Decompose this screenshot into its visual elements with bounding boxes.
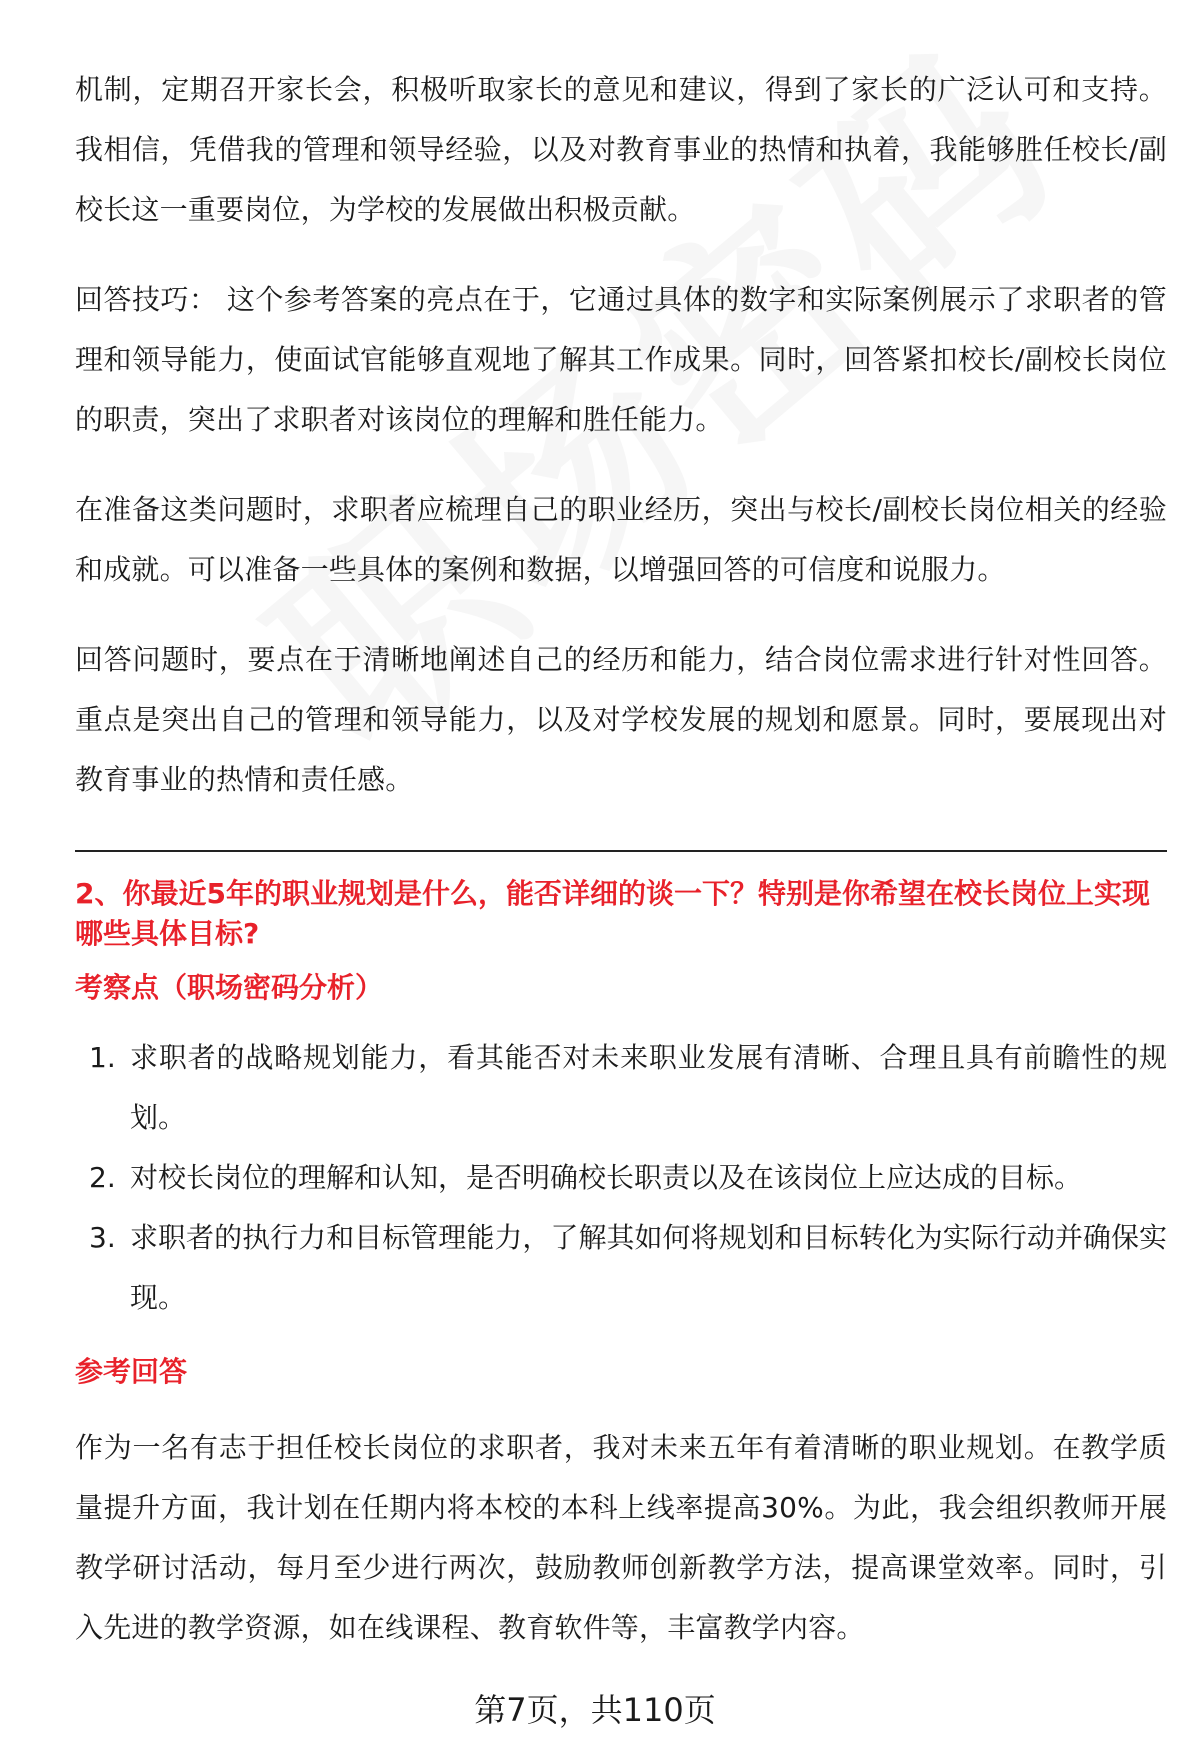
list-item-number: 3.: [89, 1221, 116, 1254]
reference-answer-heading: 参考回答: [75, 1355, 188, 1388]
list-item-number: 1.: [89, 1041, 116, 1074]
paragraph-preparation: 在准备这类问题时，求职者应梳理自己的职业经历，突出与校长/副校长岗位相关的经验和成就。可以准备一些具体的案例和数据，以增强回答的可信度和说服力。: [75, 493, 1167, 586]
reference-answer-text: 作为一名有志于担任校长岗位的求职者，我对未来五年有着清晰的职业规划。在教学质量提升方面，我计划在任期内将本校的本科上线率提高30%。为此，我会组织教师开展教学研讨活动，每月至少进行两次，鼓励教师创新教学方法，提高课堂效率。同时，引入先进的教学资源，如在线课程、教育软件等，丰富教学内容。: [75, 1431, 1167, 1644]
paragraph-answer-tips: 回答技巧： 这个参考答案的亮点在于，它通过具体的数字和实际案例展示了求职者的管理和领导能力，使面试官能够直观地了解其工作成果。同时，回答紧扣校长/副校长岗位的职责，突出了求职者对该岗位的理解和胜任能力。: [75, 283, 1167, 436]
list-item-text: 对校长岗位的理解和认知，是否明确校长职责以及在该岗位上应达成的目标。: [130, 1161, 1083, 1194]
assessment-points-heading: 考察点（职场密码分析）: [75, 971, 384, 1004]
list-item-text: 求职者的执行力和目标管理能力，了解其如何将规划和目标转化为实际行动并确保实现。: [130, 1221, 1167, 1314]
assessment-points-list: [75, 1028, 1167, 1328]
section-divider: [75, 850, 1167, 852]
list-item-number: 2.: [89, 1161, 116, 1194]
question-title: 2、你最近5年的职业规划是什么，能否详细的谈一下？特别是你希望在校长岗位上实现哪些具体目标?: [75, 877, 1150, 950]
list-item: [75, 1148, 1167, 1208]
list-item: [75, 1028, 1167, 1148]
paragraph-answer-key-points: 回答问题时，要点在于清晰地阐述自己的经历和能力，结合岗位需求进行针对性回答。重点是突出自己的管理和领导能力，以及对学校发展的规划和愿景。同时，要展现出对教育事业的热情和责任感。: [75, 643, 1167, 796]
list-item-text: 求职者的战略规划能力，看其能否对未来职业发展有清晰、合理且具有前瞻性的规划。: [130, 1041, 1167, 1134]
page-number-footer: 第7页，共110页: [474, 1691, 716, 1729]
paragraph-intro-continuation: 机制，定期召开家长会，积极听取家长的意见和建议，得到了家长的广泛认可和支持。我相信，凭借我的管理和领导经验，以及对教育事业的热情和执着，我能够胜任校长/副校长这一重要岗位，为学校的发展做出积极贡献。: [75, 73, 1167, 226]
list-item: [75, 1208, 1167, 1328]
page-content: [75, 60, 1167, 1688]
